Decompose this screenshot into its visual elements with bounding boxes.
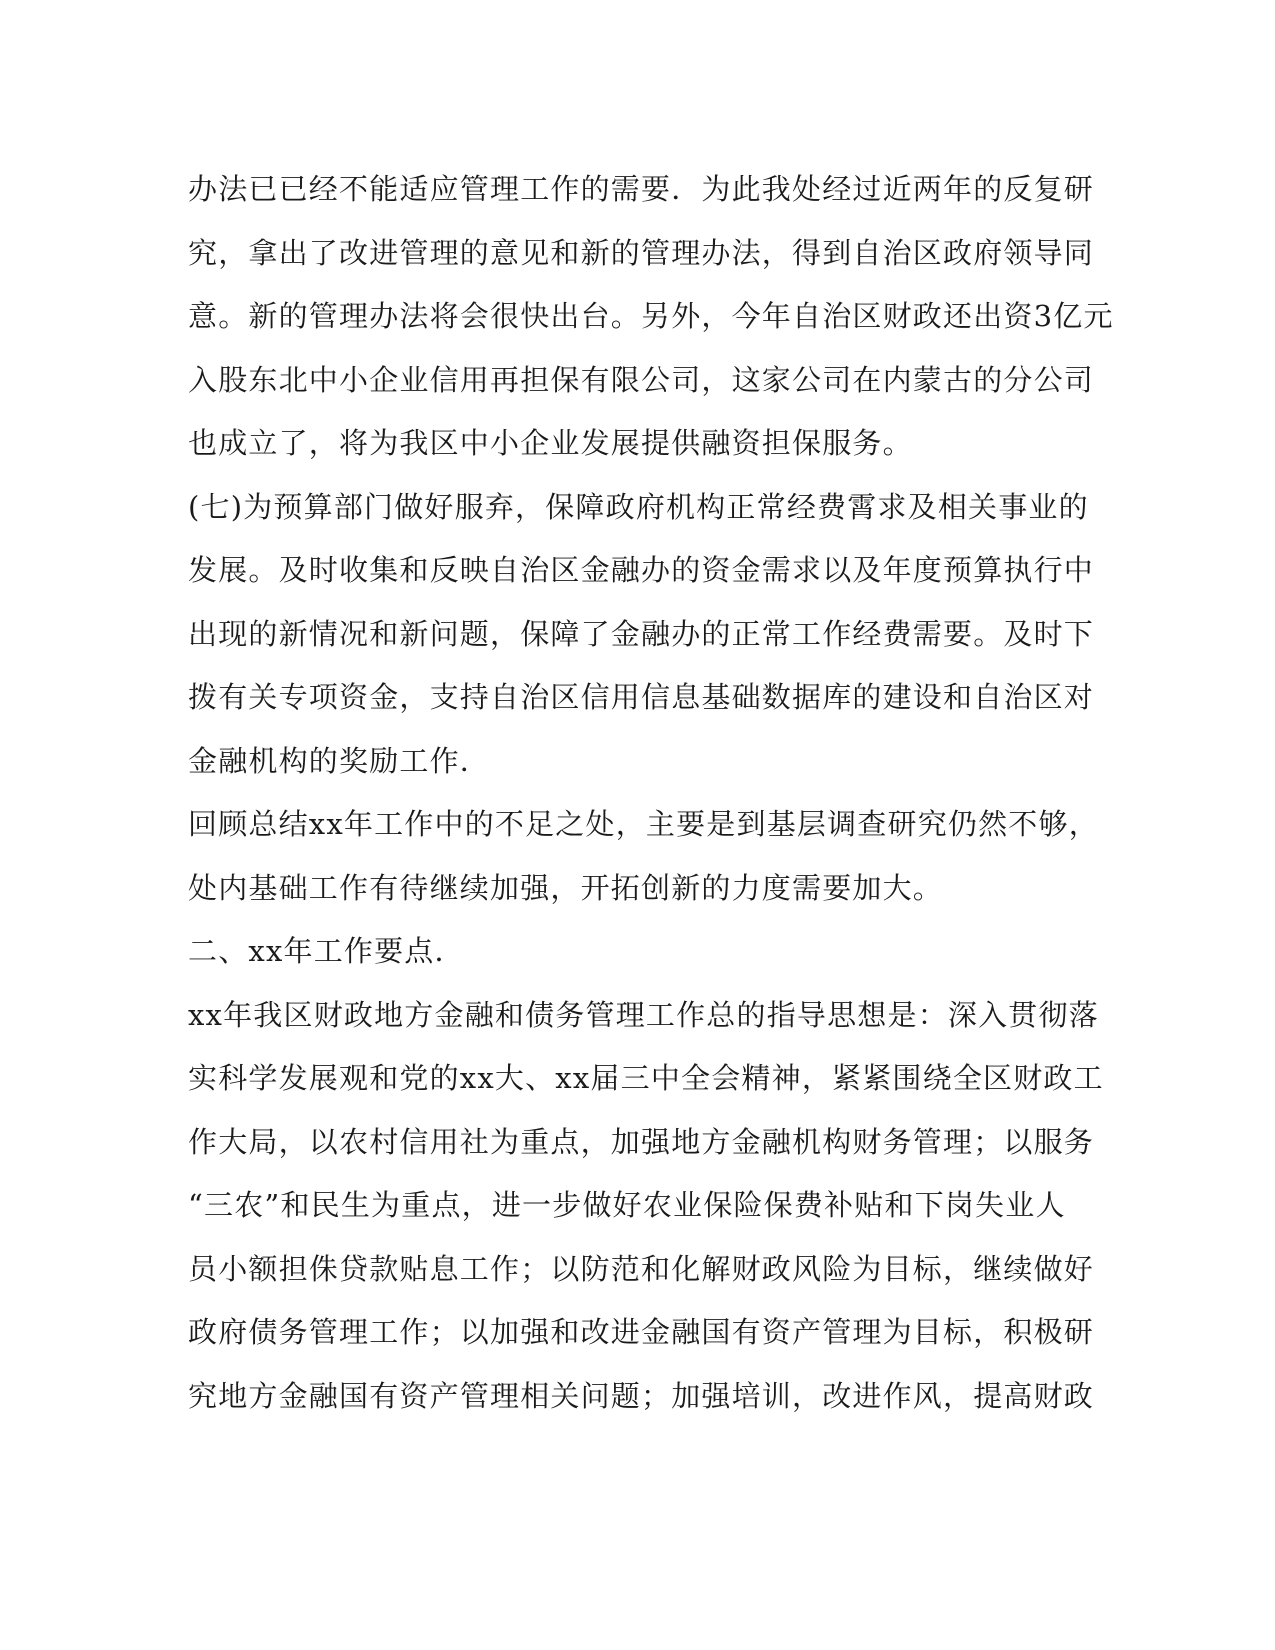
text-line: 出现的新情况和新问题，保障了金融办的正常工作经费需要。及时下 <box>188 616 1095 651</box>
text-line: 入股东北中小企业信用再担保有限公司，这家公司在内蒙古的分公司 <box>188 362 1095 397</box>
text-line: 究，拿出了改进管理的意见和新的管理办法，得到自治区政府领导同 <box>188 235 1095 270</box>
text-line: 也成立了，将为我区中小企业发展提供融资担保服务。 <box>188 426 913 460</box>
text-line: 办法已已经不能适应管理工作的需要．为此我处经过近两年的反复研 <box>188 172 1095 206</box>
text-line: 发展。及时收集和反映自治区金融办的资金需求以及年度预算执行中 <box>188 553 1095 587</box>
text-line: 究地方金融国有资产管理相关问题；加强培训，改进作风，提高财政 <box>188 1378 1095 1413</box>
text-line: 处内基础工作有待继续加强，开拓创新的力度需要加大。 <box>188 870 944 905</box>
text-line: xx年我区财政地方金融和债务管理工作总的指导思想是：深入贯彻落 <box>188 997 1099 1032</box>
text-line: 意。新的管理办法将会很快出台。另外，今年自治区财政还出资3亿元 <box>188 299 1114 333</box>
text-line: 金融机构的奖励工作． <box>188 743 491 778</box>
text-line: 政府债务管理工作；以加强和改进金融国有资产管理为目标，积极研 <box>188 1315 1095 1349</box>
text-line: (七)为预算部门做好服弃，保障政府机构正常经费霄求及相关事业的 <box>188 489 1089 524</box>
text-line: 实科学发展观和党的xx大、xx届三中全会精神，紧紧围绕全区财政工 <box>188 1061 1104 1095</box>
document-body <box>188 158 1114 1428</box>
section-heading: 二、xx年工作要点． <box>188 934 465 968</box>
text-line: 回顾总结xx年工作中的不足之处，主要是到基层调查研究仍然不够， <box>188 807 1099 841</box>
text-line: “三农”和民生为重点，进一步做好农业保险保费补贴和下岗失业人 <box>188 1188 1066 1222</box>
text-line: 作大局，以农村信用社为重点，加强地方金融机构财务管理；以服务 <box>188 1124 1095 1159</box>
text-line: 员小额担侏贷款贴息工作；以防范和化解财政风险为目标，继续做好 <box>188 1251 1095 1286</box>
text-line: 拨有关专项资金，支持自治区信用信息基础数据库的建设和自治区对 <box>188 680 1095 714</box>
